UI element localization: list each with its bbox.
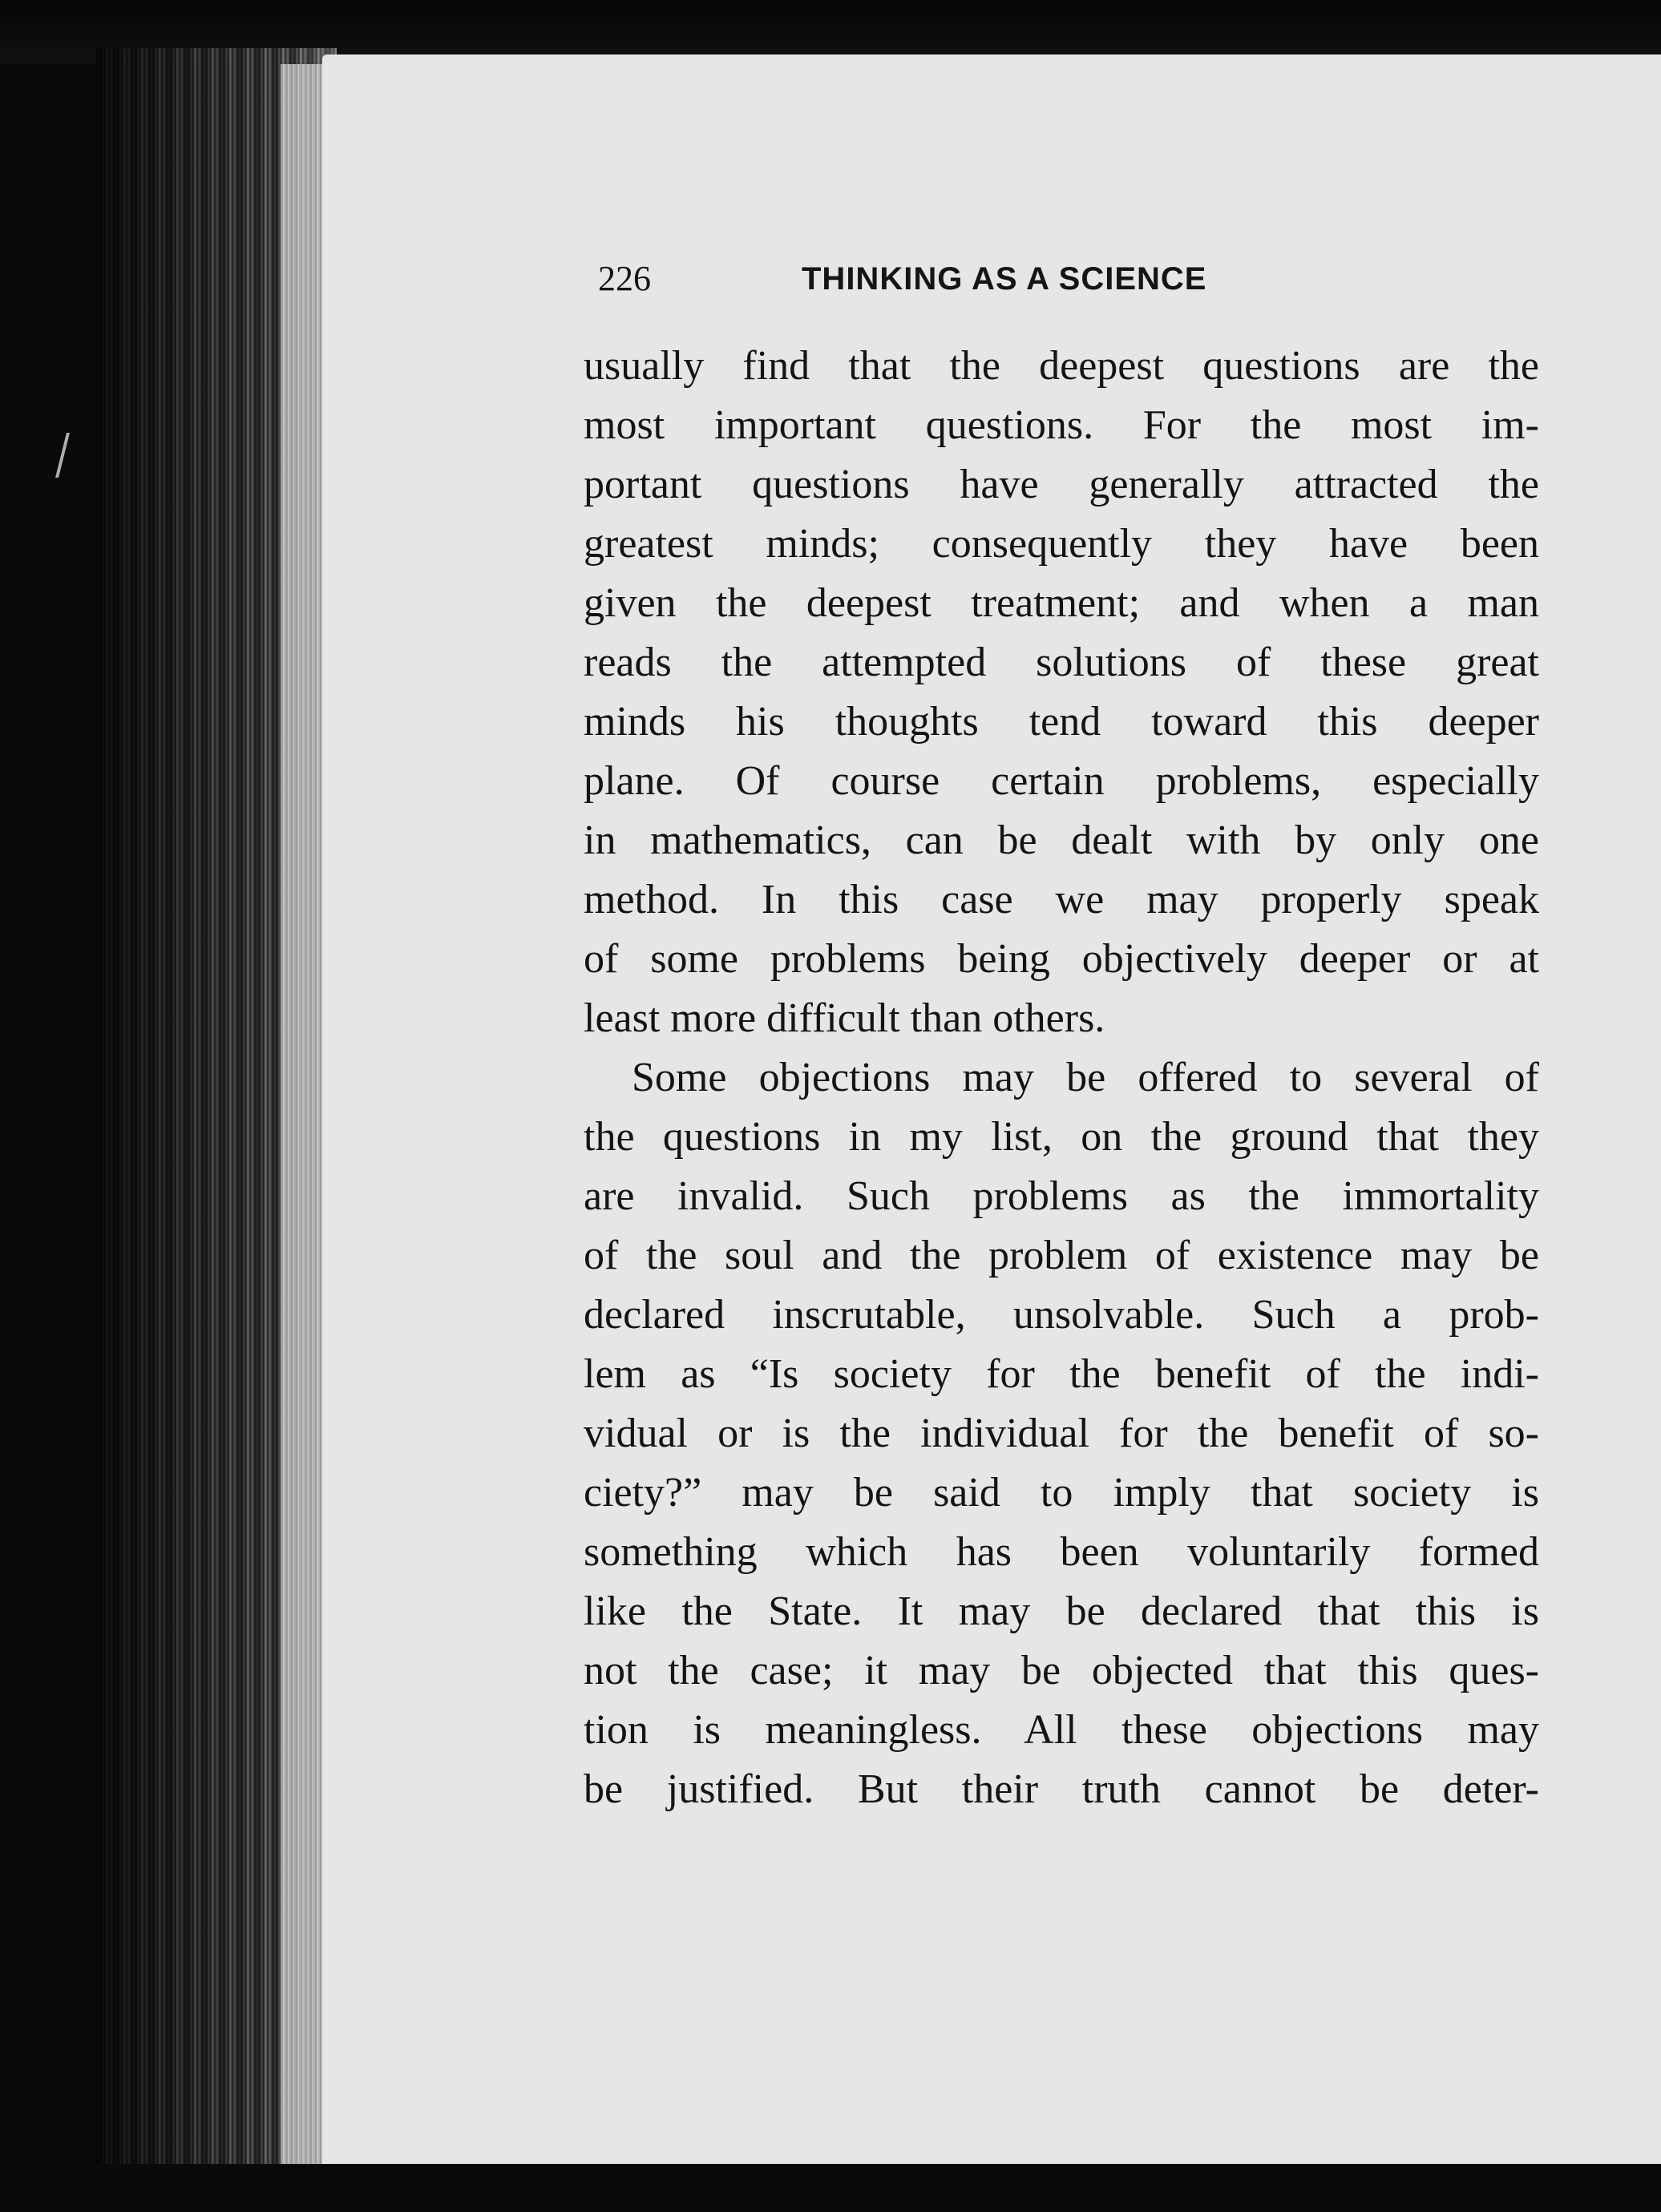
- text-line: not the case; it may be objected that this ques-: [584, 1648, 1539, 1693]
- text-line: in mathematics, can be dealt with by only one: [584, 817, 1539, 863]
- text-line: least more difficult than others.: [584, 995, 1105, 1041]
- text-line: tion is meaningless. All these objections may: [584, 1707, 1539, 1753]
- text-line: minds his thoughts tend toward this deeper: [584, 699, 1539, 745]
- text-line: of the soul and the problem of existence may be: [584, 1233, 1539, 1278]
- page-number: 226: [598, 259, 651, 298]
- text-line: vidual or is the individual for the benefit of so-: [584, 1411, 1539, 1456]
- text-line: plane. Of course certain problems, especially: [584, 758, 1539, 804]
- body-text: [584, 337, 1539, 1819]
- text-line: given the deepest treatment; and when a man: [584, 580, 1539, 626]
- text-line: lem as “Is society for the benefit of the indi-: [584, 1351, 1539, 1397]
- text-line: method. In this case we may properly speak: [584, 877, 1539, 922]
- text-line: the questions in my list, on the ground that they: [584, 1114, 1539, 1160]
- text-line: most important questions. For the most im-: [584, 402, 1539, 448]
- running-title: THINKING AS A SCIENCE: [802, 261, 1207, 297]
- text-line: are invalid. Such problems as the immortality: [584, 1173, 1539, 1219]
- text-line: like the State. It may be declared that this is: [584, 1588, 1539, 1634]
- text-line: usually find that the deepest questions are the: [584, 343, 1539, 389]
- text-line: declared inscrutable, unsolvable. Such a prob-: [584, 1292, 1539, 1338]
- text-line: be justified. But their truth cannot be deter-: [584, 1766, 1539, 1812]
- text-line: greatest minds; consequently they have been: [584, 521, 1539, 567]
- text-line: of some problems being objectively deeper or at: [584, 936, 1539, 982]
- paragraph-start-line: Some objections may be offered to several of: [632, 1055, 1539, 1100]
- text-line: portant questions have generally attracted the: [584, 462, 1539, 507]
- scan-bottom-edge: [0, 2164, 1661, 2212]
- text-line: reads the attempted solutions of these great: [584, 640, 1539, 685]
- text-line: ciety?” may be said to imply that society is: [584, 1470, 1539, 1516]
- running-head: [598, 255, 1400, 303]
- text-line: something which has been voluntarily formed: [584, 1529, 1539, 1575]
